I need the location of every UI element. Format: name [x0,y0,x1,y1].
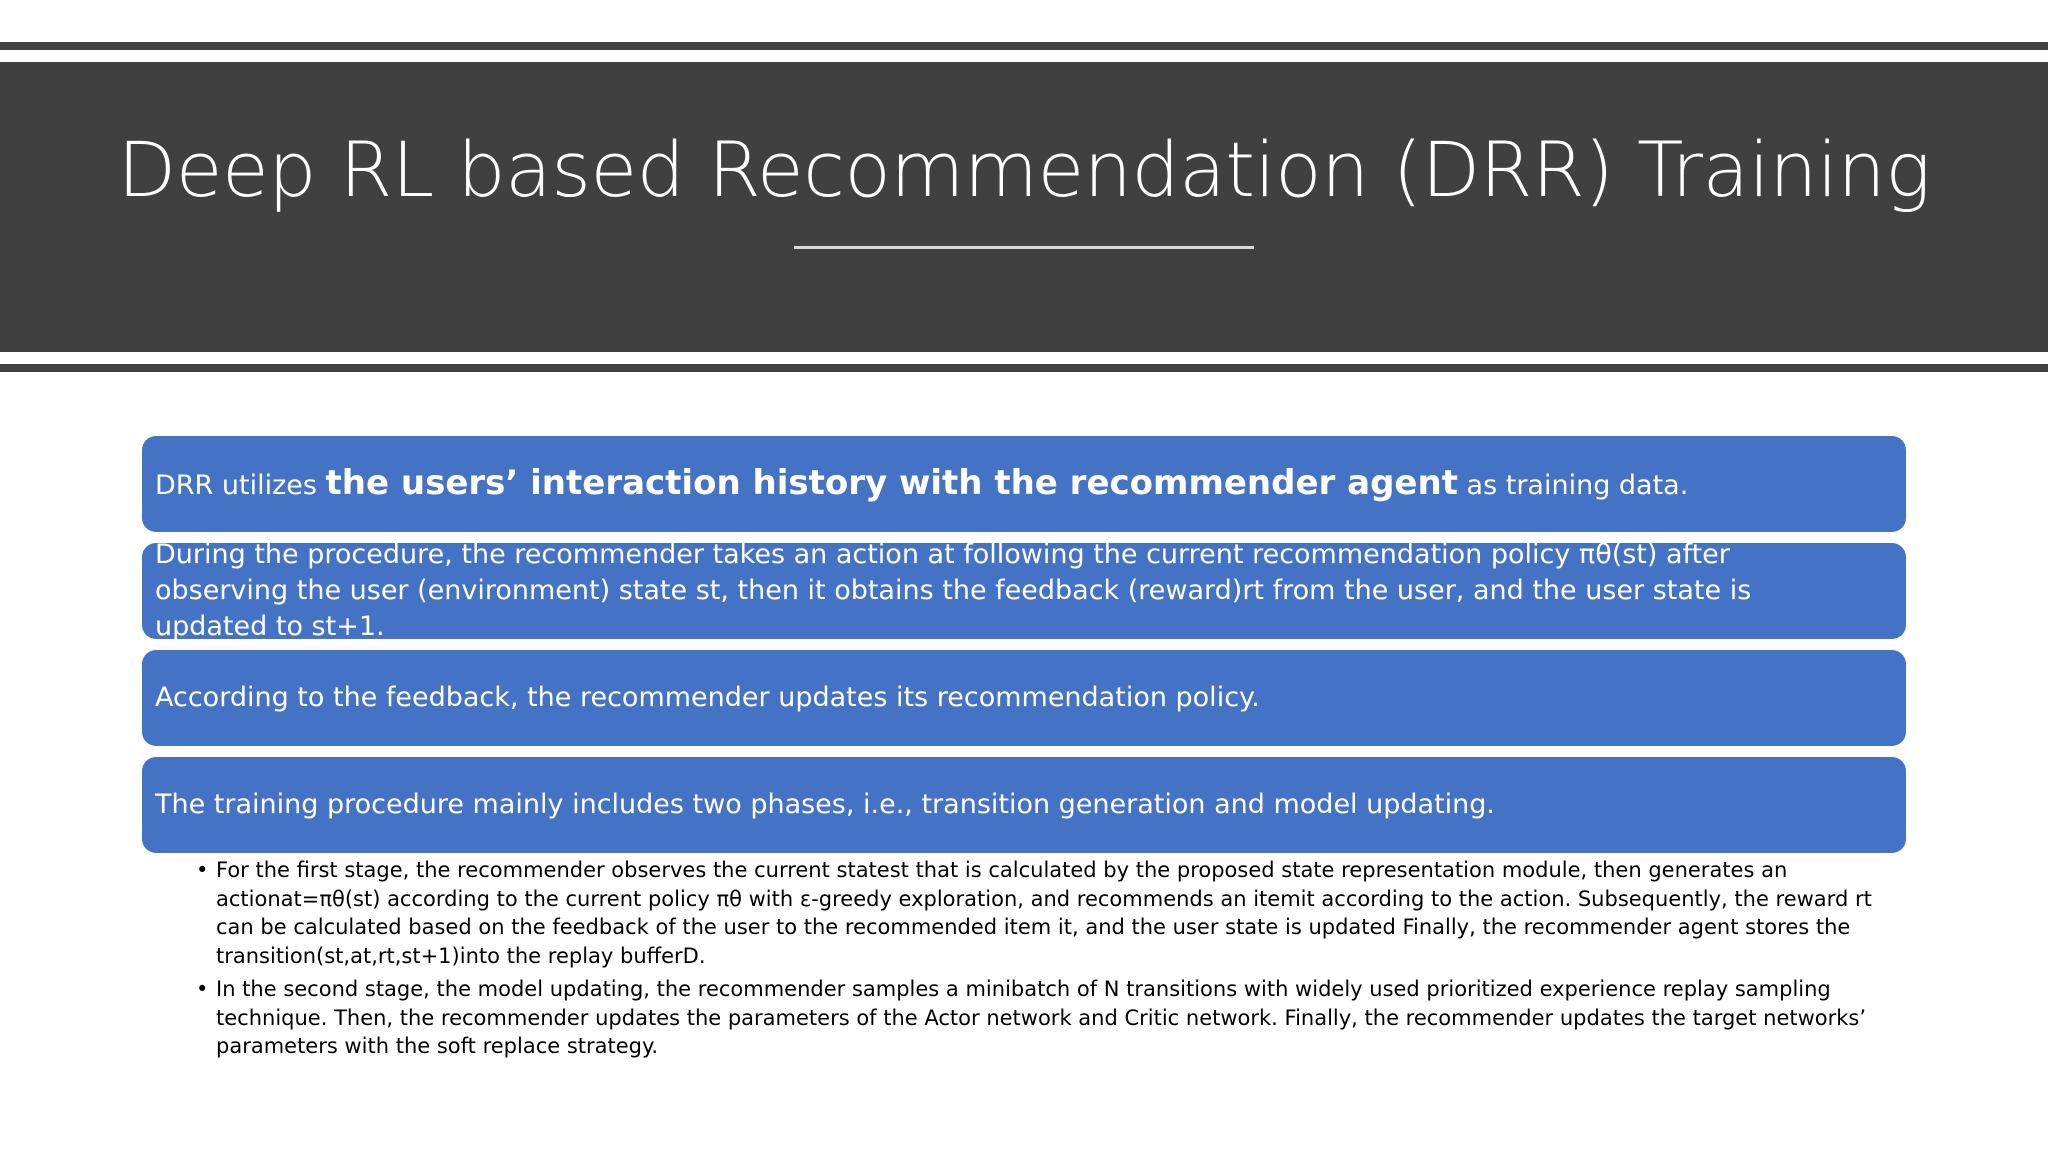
content-box-feedback [142,650,1906,746]
content-box-text: According to the feedback, the recommender updates its recommendation policy. [155,682,1260,713]
content-box-training-data [142,436,1906,532]
bullet-item-first-stage [196,856,1890,970]
content-box-text: During the procedure, the recommender takes an action at following the current recommendation policy πθ(st) after observing the user (environment) state st, then it obtains the feedback (reward)rt from the user, and the user state is updated to st+1. [155,539,1752,642]
bullet-text: In the second stage, the model updating, the recommender samples a minibatch of N transitions with widely used prioritized experience replay sampling technique. Then, the recommender updates the parameters of the Actor network and Critic network. Finally, the recommender updates the target networks’ parameters with the soft replace strategy. [216,977,1867,1058]
slide-title: Deep RL based Recommendation (DRR) Training [117,125,1931,214]
bullet-text: For the first stage, the recommender observes the current statest that is calculated by the proposed state representation module, then generates an actionat=πθ(st) according to the current policy πθ with ε-greedy exploration, and recommends an itemit according to the action. Subsequently, the reward rt can be calculated based on the feedback of the user to the recommended item it, and the user state is updated Finally, the recommender agent stores the transition(st,at,rt,st+1)into the replay bufferD. [216,858,1872,968]
bullet-list [196,856,1890,1066]
bullet-marker: • [196,858,209,882]
bullet-item-second-stage [196,975,1890,1061]
title-underline [794,246,1254,249]
box-lead-text: DRR utilizes [155,469,326,501]
content-box-phases [142,757,1906,853]
bottom-rule [0,364,2048,372]
bullet-marker: • [196,977,209,1001]
content-box-text: The training procedure mainly includes two phases, i.e., transition generation and model updating. [155,789,1495,820]
top-rule [0,42,2048,50]
content-box-text [155,462,1689,504]
box-emphasis-text: the users’ interaction history with the recommender agent [325,462,1458,503]
content-box-procedure [142,539,1906,642]
box-trail-text: as training data. [1457,469,1689,501]
